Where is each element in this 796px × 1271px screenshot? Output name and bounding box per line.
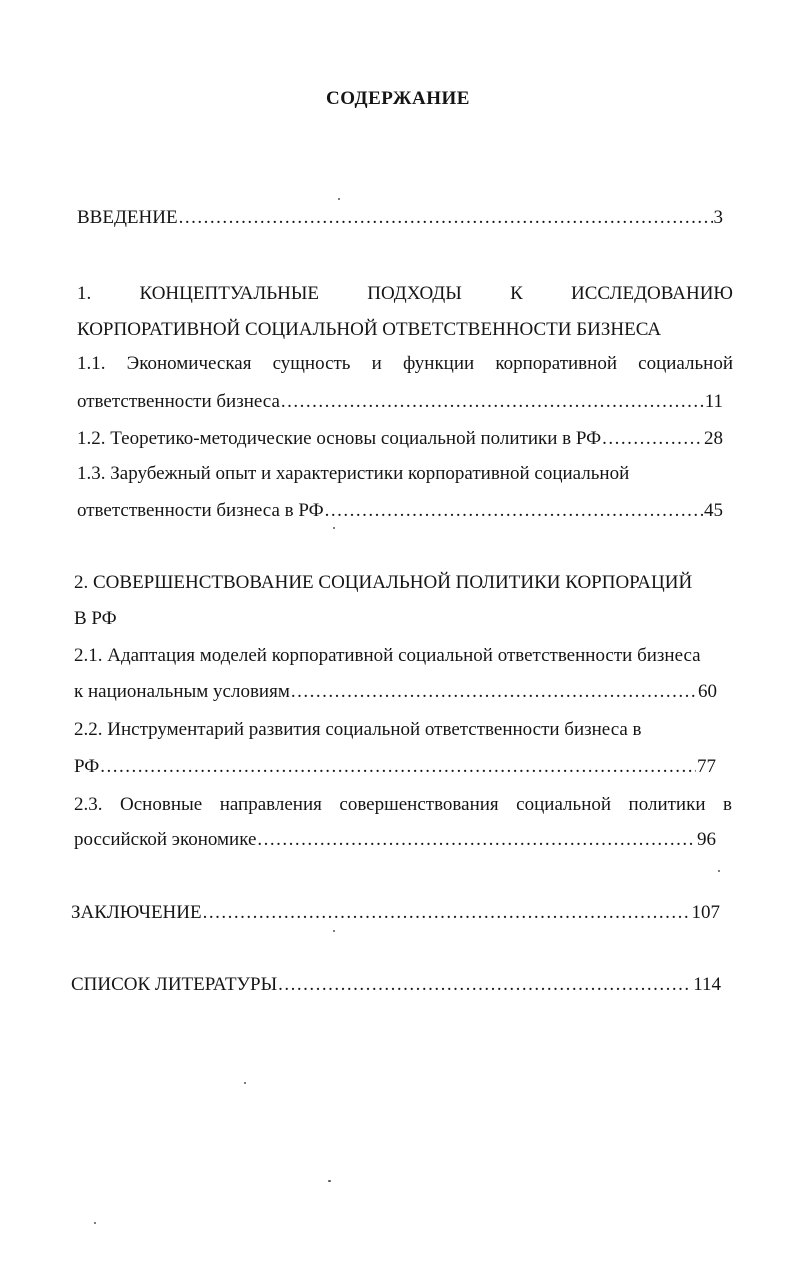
toc-entry-1-3-line1[interactable]: 1.3. Зарубежный опыт и характеристики корпоративной социальной bbox=[77, 463, 630, 484]
toc-entry-1-3[interactable] bbox=[77, 499, 723, 523]
chapter-2-heading[interactable]: 2. СОВЕРШЕНСТВОВАНИЕ СОЦИАЛЬНОЙ ПОЛИТИКИ КОРПОРАЦИЙ bbox=[74, 572, 693, 593]
toc-entry-2-2[interactable] bbox=[74, 755, 716, 779]
toc-entry-label: СПИСОК ЛИТЕРАТУРЫ bbox=[71, 974, 278, 995]
chapter-1-heading-word: КОНЦЕПТУАЛЬНЫЕ bbox=[139, 283, 320, 304]
scan-speck bbox=[333, 527, 335, 529]
dot-leader bbox=[203, 901, 691, 925]
scan-speck bbox=[328, 1180, 331, 1182]
toc-page-number: 107 bbox=[691, 902, 720, 923]
dot-leader bbox=[281, 390, 704, 414]
page-title: СОДЕРЖАНИЕ bbox=[326, 88, 470, 109]
toc-page-number: 28 bbox=[704, 428, 723, 449]
toc-entry-label: российской экономике bbox=[74, 829, 257, 850]
toc-entry-2-1-line1[interactable]: 2.1. Адаптация моделей корпоративной социальной ответственности бизнеса bbox=[74, 645, 701, 666]
toc-page-number: 114 bbox=[693, 974, 721, 995]
toc-entry-label: ответственности бизнеса bbox=[77, 391, 280, 412]
toc-entry-intro[interactable] bbox=[77, 206, 723, 230]
scan-speck bbox=[333, 930, 335, 932]
scan-speck bbox=[338, 198, 340, 200]
toc-entry-2-2-line1[interactable]: 2.2. Инструментарий развития социальной ответственности бизнеса в bbox=[74, 719, 642, 740]
dot-leader bbox=[257, 828, 696, 852]
toc-entry-2-1[interactable] bbox=[74, 680, 717, 704]
toc-entry-label: к национальным условиям bbox=[74, 681, 290, 702]
toc-page-number: 60 bbox=[698, 681, 717, 702]
toc-entry-1-2[interactable] bbox=[77, 427, 723, 451]
toc-page-number: 77 bbox=[697, 756, 716, 777]
chapter-1-heading-word: К bbox=[510, 283, 523, 304]
toc-entry-1-1-line1[interactable]: 1.1. Экономическая сущность и функции корпоративной социальной bbox=[77, 353, 733, 374]
toc-entry-references[interactable] bbox=[71, 973, 721, 997]
scan-speck bbox=[94, 1222, 96, 1224]
dot-leader bbox=[291, 680, 697, 704]
toc-page-number: 96 bbox=[697, 829, 716, 850]
toc-page-number: 45 bbox=[704, 500, 723, 521]
dot-leader bbox=[100, 755, 696, 779]
toc-page-number: 11 bbox=[704, 391, 723, 412]
toc-entry-2-3[interactable] bbox=[74, 828, 716, 852]
toc-entry-label: ЗАКЛЮЧЕНИЕ bbox=[71, 902, 202, 923]
chapter-1-heading-word: ИССЛЕДОВАНИЮ bbox=[571, 283, 733, 304]
chapter-2-heading-line2: В РФ bbox=[74, 608, 117, 629]
toc-entry-label: РФ bbox=[74, 756, 100, 777]
chapter-1-heading[interactable] bbox=[77, 282, 733, 306]
toc-entry-label: ВВЕДЕНИЕ bbox=[77, 207, 178, 228]
dot-leader bbox=[179, 206, 713, 230]
toc-entry-label: 1.2. Теоретико-методические основы социальной политики в РФ bbox=[77, 428, 602, 449]
scan-speck bbox=[718, 870, 720, 872]
dot-leader bbox=[278, 973, 692, 997]
toc-entry-1-1[interactable] bbox=[77, 390, 723, 414]
scan-speck bbox=[244, 1082, 246, 1084]
toc-entry-label: ответственности бизнеса в РФ bbox=[77, 500, 324, 521]
chapter-1-heading-word: ПОДХОДЫ bbox=[367, 283, 462, 304]
dot-leader bbox=[325, 499, 703, 523]
toc-entry-2-3-line1[interactable]: 2.3. Основные направления совершенствования социальной политики в bbox=[74, 794, 732, 815]
toc-entry-conclusion[interactable] bbox=[71, 901, 720, 925]
chapter-1-heading-line2: КОРПОРАТИВНОЙ СОЦИАЛЬНОЙ ОТВЕТСТВЕННОСТИ БИЗНЕСА bbox=[77, 319, 662, 340]
dot-leader bbox=[602, 427, 703, 451]
chapter-1-heading-word: 1. bbox=[77, 283, 92, 304]
toc-page-number: 3 bbox=[713, 207, 723, 228]
